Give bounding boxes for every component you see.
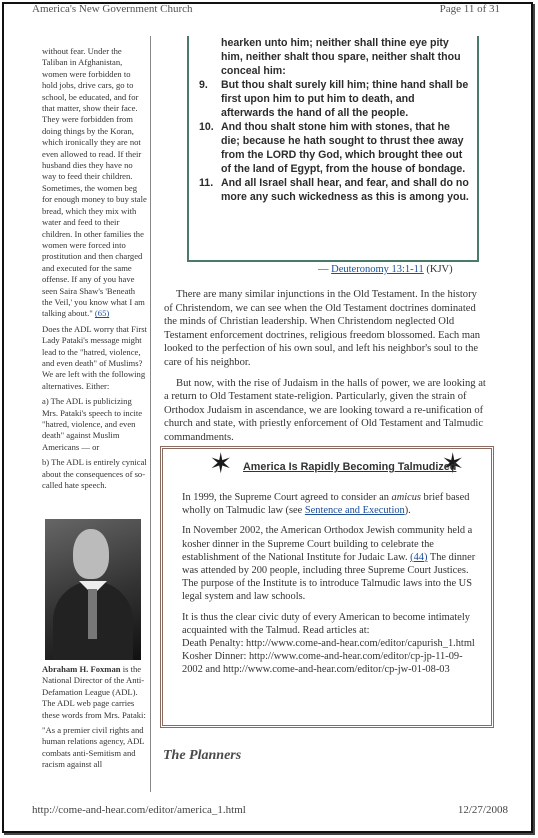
scripture-quote-box <box>187 36 479 262</box>
footnote-link[interactable]: (44) <box>410 551 428 563</box>
verse-item: 10. And thou shalt stone him with stones, that he die; because he hath sought to thrust thee away from the LORD thy God, which brought thee out of the land of Egypt, from the house of bondage. <box>199 121 466 175</box>
photo-caption: Abraham H. Foxman is the National Director of the Anti-Defamation League (ADL). The ADL web page carries these words from Mrs. Pataki: "As a premier civil rights and human relations agency, ADL combats anti-Semitism and racism against all <box>42 664 148 775</box>
box-paragraph: In November 2002, the American Orthodox Jewish community held a kosher dinner in the Supreme Court building to celebrate the establishment of the National Institute for Judaic Law. (44) The dinner was attended by 200 people, including three Supreme Court Justices. The purpose of the Institute is to introduce Talmudic laws into the US legal system and law schools. <box>182 525 476 603</box>
verse-item: 11. And all Israel shall hear, and fear, and shall do no more any such wickedness as this is among you. <box>199 177 469 203</box>
sidebar-paragraph: without fear. Under the Taliban in Afghanistan, women were forbidden to hold jobs, drive cars, go to school, be educated, and for that matter, show their face. They were forbidden from doing things by the Koran, which ironically they are not even allowed to read. If their husband dies they have no way to feed their children. Sometimes, the women beg for enough money to buy stale bread, which they mix with water and feed to their children. In other families the women were forced into prostitution and then charged and executed for the same offense. If any of you have seen Saira Shaw's 'Beneath the Veil,' you know what I am talking about." (65) <box>42 46 147 319</box>
box-paragraph: In 1999, the Supreme Court agreed to consider an amicus brief based wholly on Talmudic law (see Sentence and Execution). <box>182 492 470 517</box>
sentence-execution-link[interactable]: Sentence and Execution <box>304 505 405 517</box>
scribble-star-icon: ✶ <box>209 449 233 480</box>
footnote-link[interactable]: (65) <box>94 308 110 319</box>
scribble-star-icon: ✶ <box>441 449 465 480</box>
footer-date: 12/27/2008 <box>457 804 508 816</box>
sidebar-paragraph: b) The ADL is entirely cynical about the consequences of so-called hate speech. <box>42 457 147 491</box>
talmudized-box <box>160 446 494 728</box>
header-title: America's New Government Church <box>32 3 193 15</box>
main-text <box>164 288 486 452</box>
body-paragraph: But now, with the rise of Judaism in the halls of power, we are looking at a return to Old Testament state-religion. Particularly, given the strain of Orthodox Judaism in ascendance, we are looking toward a re-unification of church and state, with priestly enforcement of Old Testament and Talmudic commandments. <box>164 377 486 443</box>
sidebar-paragraph: Does the ADL worry that First Lady Pataki's message might lead to the "hatred, violence, and even death" of Muslims? We are left with the following alternatives. Either: <box>42 323 147 391</box>
box-title: America Is Rapidly Becoming Talmudized <box>243 461 457 473</box>
scripture-reference: — Deuteronomy 13:1-11 (KJV) <box>318 264 453 275</box>
body-paragraph: There are many similar injunctions in the Old Testament. In the history of Christendom, we can see when the Old Testament doctrines dominated the minds of Christian leadership. When Christendom neglected Old Testament enforcement doctrines, religious freedom blossomed. Each man looked to the perfection of his own soul, and left his neighbor's soul to the care of his neighbor. <box>164 289 481 368</box>
kosher-dinner-url: Kosher Dinner: http://www.come-and-hear.com/editor/cp-jp-11-09-2002 and http://www.come-and-hear.com/editor/cp-jw-01-08-03 <box>182 651 463 676</box>
death-penalty-url: Death Penalty: http://www.come-and-hear.com/editor/capurish_1.html <box>182 638 475 650</box>
portrait-photo <box>45 519 141 660</box>
section-heading: The Planners <box>163 748 242 763</box>
box-paragraph: It is thus the clear civic duty of every American to become intimately acquainted with the Talmud. Read articles at: <box>182 611 470 636</box>
column-divider <box>150 36 151 792</box>
verse-lead: hearken unto him; neither shall thine eye pity him, neither shalt thou spare, neither shalt thou conceal him: <box>221 37 461 77</box>
caption-quote: "As a premier civil rights and human relations agency, ADL combats anti-Semitism and racism against all <box>42 725 145 770</box>
caption-name: Abraham H. Foxman <box>42 664 121 674</box>
footer-url: http://come-and-hear.com/editor/america_1.html <box>32 804 246 816</box>
sidebar-column <box>42 46 147 495</box>
header-page-number: Page 11 of 31 <box>439 3 500 15</box>
sidebar-paragraph: a) The ADL is publicizing Mrs. Pataki's speech to incite "hatred, violence, and even death" against Muslim Americans — or <box>42 396 143 452</box>
deuteronomy-link[interactable]: Deuteronomy 13:1-11 <box>331 264 424 275</box>
verse-item: 9. But thou shalt surely kill him; thine hand shall be first upon him to put him to death, and afterwards the hand of all the people. <box>199 79 469 119</box>
